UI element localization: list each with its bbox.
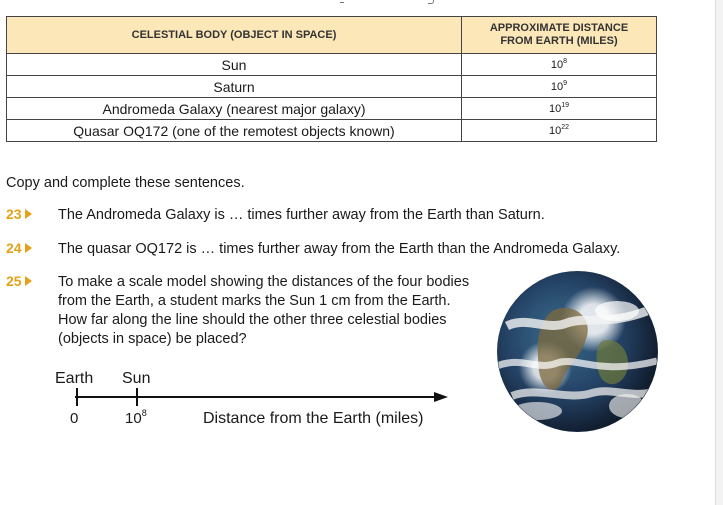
triangle-bullet-icon bbox=[25, 243, 32, 253]
table-row bbox=[7, 54, 657, 76]
cropped-previous-text bbox=[330, 0, 440, 4]
distance-base: 10 bbox=[548, 124, 562, 137]
scale-line-diagram bbox=[50, 362, 450, 434]
table-row bbox=[7, 120, 657, 142]
sun-distance-base: 10 bbox=[125, 410, 142, 427]
sun-distance-exponent: 8 bbox=[141, 408, 147, 418]
axis-label: Distance from the Earth (miles) bbox=[203, 410, 424, 427]
question-25-line: from the Earth, a student marks the Sun 1 cm from the Earth. bbox=[58, 293, 451, 309]
table-row bbox=[7, 76, 657, 98]
triangle-bullet-icon bbox=[25, 276, 32, 286]
celestial-body-cell: Sun bbox=[7, 54, 462, 76]
celestial-body-cell: Quasar OQ172 (one of the remotest objects known) bbox=[7, 120, 462, 142]
distance-base: 10 bbox=[550, 58, 564, 71]
distance-base: 10 bbox=[548, 102, 562, 115]
sun-label: Sun bbox=[122, 370, 151, 387]
triangle-bullet-icon bbox=[25, 209, 32, 219]
question-number: 25 bbox=[6, 273, 32, 289]
question-25-line: (objects in space) be placed? bbox=[58, 331, 247, 347]
table-header-row bbox=[7, 17, 657, 54]
header-celestial-body: CELESTIAL BODY (OBJECT IN SPACE) bbox=[7, 17, 462, 54]
earth-globe-image bbox=[497, 271, 658, 432]
distance-cell bbox=[462, 54, 657, 76]
question-25-line: To make a scale model showing the distances of the four bodies bbox=[58, 274, 470, 290]
zero-label: 0 bbox=[70, 410, 79, 427]
page-edge bbox=[715, 0, 723, 505]
distance-exponent: 19 bbox=[561, 101, 570, 109]
question-23-text: The Andromeda Galaxy is … times further away from the Earth than Saturn. bbox=[58, 207, 545, 223]
distance-cell bbox=[462, 120, 657, 142]
distance-table bbox=[6, 16, 657, 142]
question-24-text: The quasar OQ172 is … times further away from the Earth than the Andromeda Galaxy. bbox=[58, 241, 621, 257]
sun-distance-label bbox=[125, 408, 147, 427]
question-25-line: How far along the line should the other three celestial bodies bbox=[58, 312, 447, 328]
axis-arrowhead-icon bbox=[434, 392, 448, 402]
instruction-text: Copy and complete these sentences. bbox=[6, 175, 245, 191]
question-number: 24 bbox=[6, 240, 32, 256]
earth-label: Earth bbox=[55, 370, 94, 387]
distance-exponent: 22 bbox=[561, 123, 570, 131]
question-number: 23 bbox=[6, 206, 32, 222]
question-25-text bbox=[58, 273, 469, 349]
distance-base: 10 bbox=[550, 80, 564, 93]
table-row bbox=[7, 98, 657, 120]
celestial-body-cell: Andromeda Galaxy (nearest major galaxy) bbox=[7, 98, 462, 120]
celestial-body-cell: Saturn bbox=[7, 76, 462, 98]
header-distance: APPROXIMATE DISTANCE FROM EARTH (MILES) bbox=[462, 17, 657, 54]
distance-exponent: 8 bbox=[563, 57, 568, 65]
distance-cell bbox=[462, 76, 657, 98]
distance-exponent: 9 bbox=[563, 79, 568, 87]
distance-cell bbox=[462, 98, 657, 120]
